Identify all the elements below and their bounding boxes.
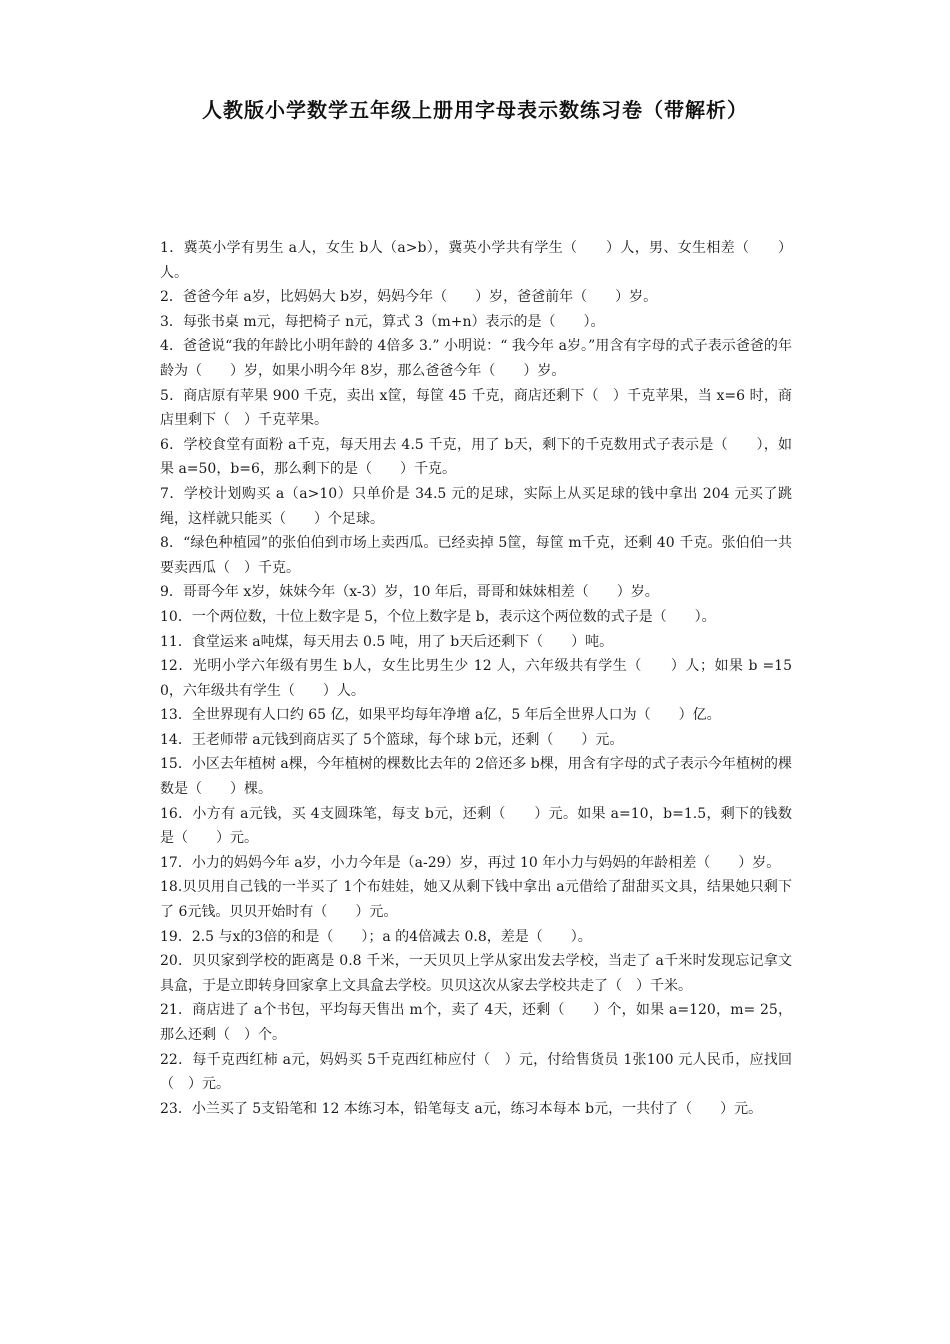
question-item: 15．小区去年植树 a棵，今年植树的棵数比去年的 2倍还多 b棵，用含有字母的式子表示今年植树的棵数是（ ）棵。 <box>160 756 792 798</box>
question-item: 17．小力的妈妈今年 a岁，小力今年是（a-29）岁，再过 10 年小力与妈妈的年龄相差（ ）岁。 <box>160 854 781 871</box>
question-item: 22．每千克西红柿 a元，妈妈买 5千克西红柿应付（ ）元，付给售货员 1张100 元人民币，应找回（ ）元。 <box>160 1051 792 1093</box>
question-item: 2．爸爸今年 a岁，比妈妈大 b岁，妈妈今年（ ）岁，爸爸前年（ ）岁。 <box>160 289 658 306</box>
question-item: 20．贝贝家到学校的距离是 0.8 千米，一天贝贝上学从家出发去学校，当走了 a千米时发现忘记拿文具盒，于是立即转身回家拿上文具盒去学校。贝贝这次从家去学校共走了（ ）千米。 <box>160 953 792 994</box>
question-list <box>160 236 792 1121</box>
question-item: 16．小方有 a元钱，买 4支圆珠笔，每支 b元，还剩（ ）元。如果 a=10，b=1.5，剩下的钱数是（ ）元。 <box>160 805 792 847</box>
question-item: 7．学校计划购买 a（a>10）只单价是 34.5 元的足球，实际上从买足球的钱中拿出 204 元买了跳绳，这样就只能买（ ）个足球。 <box>160 485 792 527</box>
question-item: 13．全世界现有人口约 65 亿，如果平均每年净增 a亿，5 年后全世界人口为（ ）亿。 <box>160 707 721 724</box>
question-item: 23．小兰买了 5支铅笔和 12 本练习本，铅笔每支 a元，练习本每本 b元，一共付了（ ）元。 <box>160 1100 763 1117</box>
question-item: 18.贝贝用自己钱的一半买了 1个布娃娃，她又从剩下钱中拿出 a元借给了甜甜买文具，结果她只剩下了 6元钱。贝贝开始时有（ ）元。 <box>160 879 792 921</box>
question-item: 8．“绿色种植园”的张伯伯到市场上卖西瓜。已经卖掉 5筐，每筐 m千克，还剩 40 千克。张伯伯一共要卖西瓜（ ）千克。 <box>160 535 792 576</box>
question-item: 12．光明小学六年级有男生 b人，女生比男生少 12 人，六年级共有学生（ ）人；如果 b =150，六年级共有学生（ ）人。 <box>160 658 792 699</box>
question-item: 3．每张书桌 m元，每把椅子 n元，算式 3（m+n）表示的是（ ）。 <box>160 313 605 330</box>
question-item: 9．哥哥今年 x岁，妹妹今年（x-3）岁，10 年后，哥哥和妹妹相差（ ）岁。 <box>160 584 659 601</box>
question-item: 21．商店进了 a个书包，平均每天售出 m个，卖了 4天，还剩（ ）个，如果 a=120，m= 25，那么还剩（ ）个。 <box>160 1002 792 1043</box>
question-item: 4．爸爸说“我的年龄比小明年龄的 4倍多 3.” 小明说：“ 我今年 a岁。”用含有字母的式子表示爸爸的年龄为（ ）岁，如果小明今年 8岁，那么爸爸今年（ ）岁。 <box>160 338 792 379</box>
question-item: 10．一个两位数，十位上数字是 5，个位上数字是 b，表示这个两位数的式子是（ ）。 <box>160 608 716 625</box>
question-item: 11．食堂运来 a吨煤，每天用去 0.5 吨，用了 b天后还剩下（ ）吨。 <box>160 633 614 650</box>
question-item: 19．2.5 与x的3倍的和是（ ）；a 的4倍减去 0.8，差是（ ）。 <box>160 928 592 945</box>
question-item: 6．学校食堂有面粉 a千克，每天用去 4.5 千克，用了 b天，剩下的千克数用式子表示是（ ），如果 a=50，b=6，那么剩下的是（ ）千克。 <box>160 436 792 478</box>
question-item: 14．王老师带 a元钱到商店买了 5个篮球，每个球 b元，还剩（ ）元。 <box>160 731 624 748</box>
question-item: 5．商店原有苹果 900 千克，卖出 x筐，每筐 45 千克，商店还剩下（ ）千克苹果，当 x=6 时，商店里剩下（ ）千克苹果。 <box>160 387 792 429</box>
question-item: 1．冀英小学有男生 a人，女生 b人（a>b），冀英小学共有学生（ ）人，男、女生相差（ ）人。 <box>160 240 792 281</box>
document-title: 人教版小学数学五年级上册用字母表示数练习卷（带解析） <box>202 98 748 122</box>
